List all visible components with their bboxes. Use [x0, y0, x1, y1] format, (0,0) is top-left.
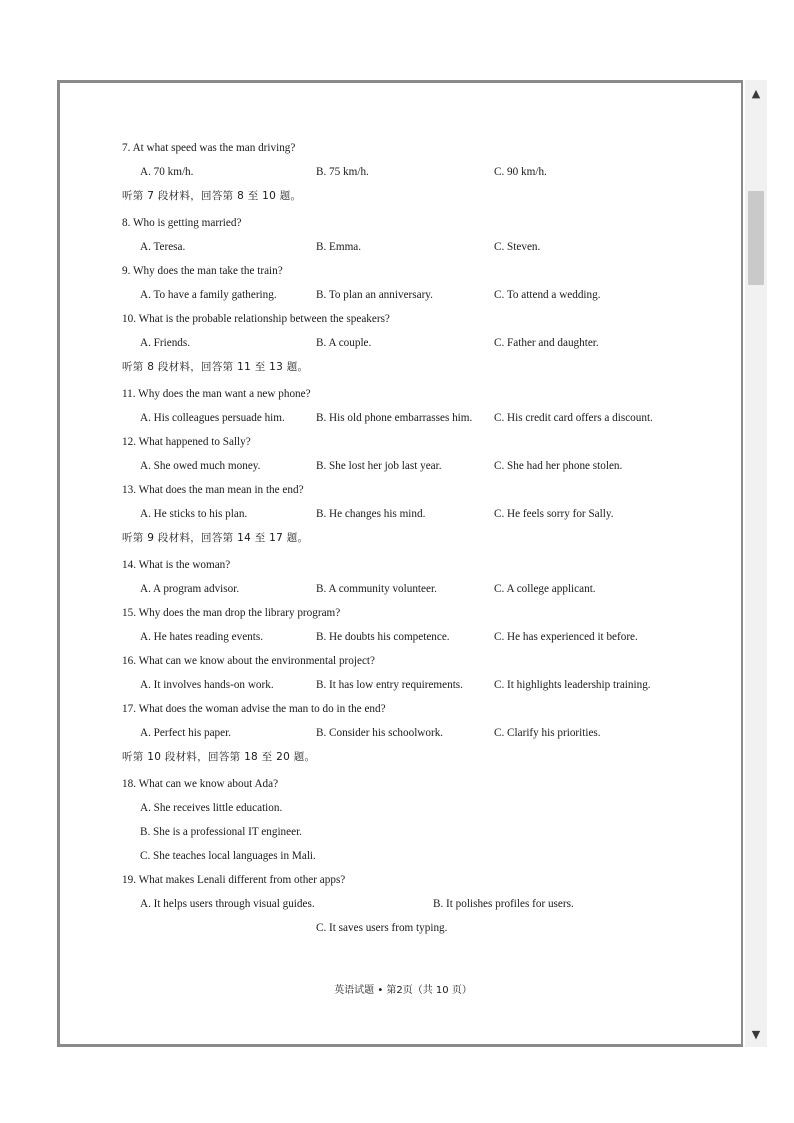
option-b: B. A couple.	[316, 337, 372, 349]
chevron-down-icon: ▼	[751, 1027, 761, 1041]
option-a: A. It helps users through visual guides.	[140, 898, 315, 910]
question-16: 16. What can we know about the environmental project?	[122, 655, 375, 667]
option-a: A. His colleagues persuade him.	[140, 412, 285, 424]
scroll-up-button[interactable]	[745, 84, 767, 102]
question-19-options-row2	[122, 921, 722, 936]
scrollbar-thumb[interactable]	[748, 191, 764, 285]
section-heading-10: 听第 10 段材料，回答第 18 至 20 题。	[122, 751, 316, 763]
option-c: C. Father and daughter.	[494, 337, 599, 349]
option-c: C. 90 km/h.	[494, 166, 547, 178]
question-9: 9. Why does the man take the train?	[122, 265, 283, 277]
option-b: B. She lost her job last year.	[316, 460, 442, 472]
question-11: 11. Why does the man want a new phone?	[122, 388, 311, 400]
vertical-scrollbar[interactable]	[745, 80, 767, 1047]
option-c: C. She had her phone stolen.	[494, 460, 623, 472]
section-heading-7: 听第 7 段材料，回答第 8 至 10 题。	[122, 190, 302, 202]
option-a: A. To have a family gathering.	[140, 289, 277, 301]
question-19: 19. What makes Lenali different from other apps?	[122, 874, 346, 886]
option-c: C. His credit card offers a discount.	[494, 412, 653, 424]
option-c: C. She teaches local languages in Mali.	[140, 850, 316, 862]
option-c: C. A college applicant.	[494, 583, 596, 595]
option-a: A. He hates reading events.	[140, 631, 264, 643]
question-8: 8. Who is getting married?	[122, 217, 242, 229]
question-9-options	[122, 288, 722, 303]
section-heading-9: 听第 9 段材料，回答第 14 至 17 题。	[122, 532, 309, 544]
option-a: A. A program advisor.	[140, 583, 240, 595]
question-10-options	[122, 336, 722, 351]
question-13: 13. What does the man mean in the end?	[122, 484, 304, 496]
option-c: C. Steven.	[494, 241, 541, 253]
option-b: B. To plan an anniversary.	[316, 289, 433, 301]
scroll-down-button[interactable]	[745, 1025, 767, 1043]
question-11-options	[122, 411, 722, 426]
option-b: B. She is a professional IT engineer.	[140, 826, 302, 838]
option-c: C. It saves users from typing.	[316, 922, 448, 934]
question-14-options	[122, 582, 722, 597]
option-c: C. It highlights leadership training.	[494, 679, 651, 691]
question-17-options	[122, 726, 722, 741]
question-19-options-row1	[122, 897, 722, 912]
document-page	[57, 80, 743, 1047]
question-17: 17. What does the woman advise the man to do in the end?	[122, 703, 386, 715]
chevron-up-icon: ▲	[751, 86, 761, 100]
option-b: B. His old phone embarrasses him.	[316, 412, 473, 424]
option-b: B. It has low entry requirements.	[316, 679, 463, 691]
question-12: 12. What happened to Sally?	[122, 436, 251, 448]
document-viewer	[57, 80, 767, 1047]
question-15: 15. Why does the man drop the library program?	[122, 607, 341, 619]
question-13-options	[122, 507, 722, 522]
option-a: A. 70 km/h.	[140, 166, 194, 178]
question-7-options	[122, 165, 722, 180]
question-14: 14. What is the woman?	[122, 559, 231, 571]
option-b: B. He doubts his competence.	[316, 631, 450, 643]
question-7: 7. At what speed was the man driving?	[122, 142, 296, 154]
option-b: B. Emma.	[316, 241, 362, 253]
option-a: A. Perfect his paper.	[140, 727, 232, 739]
question-10: 10. What is the probable relationship between the speakers?	[122, 313, 390, 325]
option-b: B. Consider his schoolwork.	[316, 727, 444, 739]
option-c: C. Clarify his priorities.	[494, 727, 601, 739]
question-16-options	[122, 678, 722, 693]
option-c: C. He has experienced it before.	[494, 631, 638, 643]
option-b: B. It polishes profiles for users.	[433, 898, 574, 910]
page-footer: 英语试题 • 第2页（共 10 页）	[334, 985, 472, 996]
option-b: B. A community volunteer.	[316, 583, 437, 595]
option-a: A. Friends.	[140, 337, 191, 349]
question-12-options	[122, 459, 722, 474]
option-a: A. Teresa.	[140, 241, 186, 253]
option-b: B. 75 km/h.	[316, 166, 369, 178]
option-a: A. He sticks to his plan.	[140, 508, 248, 520]
option-c: C. He feels sorry for Sally.	[494, 508, 614, 520]
option-a: A. It involves hands-on work.	[140, 679, 274, 691]
question-15-options	[122, 630, 722, 645]
option-a: A. She owed much money.	[140, 460, 261, 472]
option-b: B. He changes his mind.	[316, 508, 426, 520]
option-a: A. She receives little education.	[140, 802, 283, 814]
page-content	[122, 141, 722, 945]
section-heading-8: 听第 8 段材料，回答第 11 至 13 题。	[122, 361, 309, 373]
question-18: 18. What can we know about Ada?	[122, 778, 279, 790]
question-8-options	[122, 240, 722, 255]
option-c: C. To attend a wedding.	[494, 289, 601, 301]
